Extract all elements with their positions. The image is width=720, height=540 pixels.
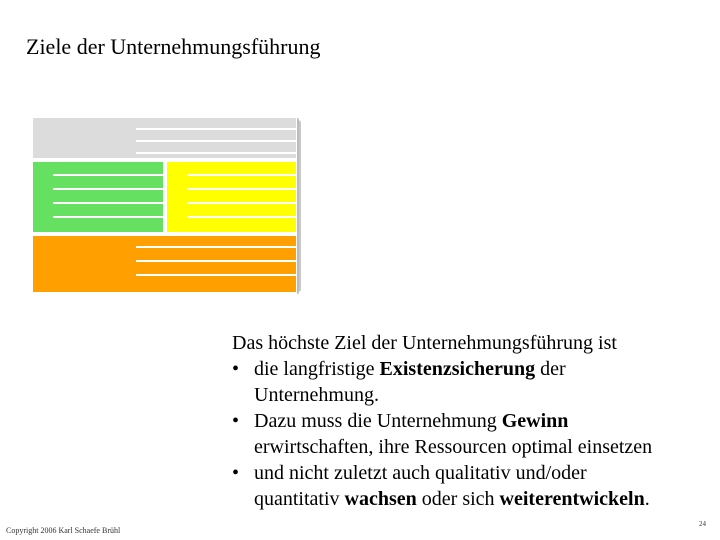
- figure-line: [136, 140, 296, 142]
- figure-line: [187, 188, 296, 190]
- bullet-continuation: Unternehmung.: [254, 384, 379, 406]
- figure-block-top: [33, 118, 296, 158]
- figure-block-bottom: [33, 236, 296, 292]
- bullet-marker: •: [232, 410, 240, 432]
- figure-line: [136, 274, 296, 276]
- figure-line: [136, 152, 296, 154]
- copyright-notice: Copyright 2006 Karl Schaefe Brühl: [6, 526, 121, 535]
- bullet-emphasis: weiterentwickeln: [499, 488, 645, 510]
- bullet-text: quantitativ: [254, 488, 345, 510]
- bullet-marker: •: [232, 462, 240, 484]
- slide-title: Ziele der Unternehmungsführung: [26, 34, 321, 59]
- page-number: 24: [699, 520, 706, 528]
- bullet-text: Dazu muss die Unternehmung: [254, 410, 502, 432]
- figure-line: [136, 246, 296, 248]
- bullet-line: [254, 462, 587, 484]
- bullet-text: und nicht zuletzt auch qualitativ und/oder: [254, 462, 587, 484]
- goal-hierarchy-figure: [33, 118, 311, 296]
- figure-line: [136, 260, 296, 262]
- bullet-emphasis: wachsen: [344, 488, 417, 510]
- bullet-line: [254, 358, 566, 380]
- figure-line: [187, 202, 296, 204]
- bullet-item-1: [232, 356, 712, 408]
- figure-line: [187, 174, 296, 176]
- bullet-continuation: erwirtschaften, ihre Ressourcen optimal einsetzen: [254, 436, 653, 458]
- figure-shadow-edge: [297, 118, 309, 294]
- bullet-item-3: [232, 460, 712, 512]
- bullet-line: [254, 410, 568, 432]
- slide-body: [232, 330, 712, 512]
- figure-line: [53, 216, 163, 218]
- intro-text: Das höchste Ziel der Unternehmungsführung ist: [232, 332, 617, 354]
- figure-line: [53, 188, 163, 190]
- figure-block-left-middle: [33, 162, 163, 232]
- bullet-text: oder sich: [416, 488, 500, 510]
- bullet-item-2: [232, 408, 712, 460]
- bullet-text: die langfristige: [254, 358, 380, 380]
- figure-line: [187, 216, 296, 218]
- bullet-marker: •: [232, 358, 240, 380]
- bullet-text: .: [644, 488, 650, 510]
- bullet-emphasis: Existenzsicherung: [379, 358, 536, 380]
- bullet-emphasis: Gewinn: [501, 410, 569, 432]
- figure-line: [53, 174, 163, 176]
- bullet-text: der: [535, 358, 566, 380]
- figure-block-right-middle: [167, 162, 296, 232]
- bullet-continuation: [254, 486, 712, 512]
- figure-line: [53, 202, 163, 204]
- figure-line: [136, 128, 296, 130]
